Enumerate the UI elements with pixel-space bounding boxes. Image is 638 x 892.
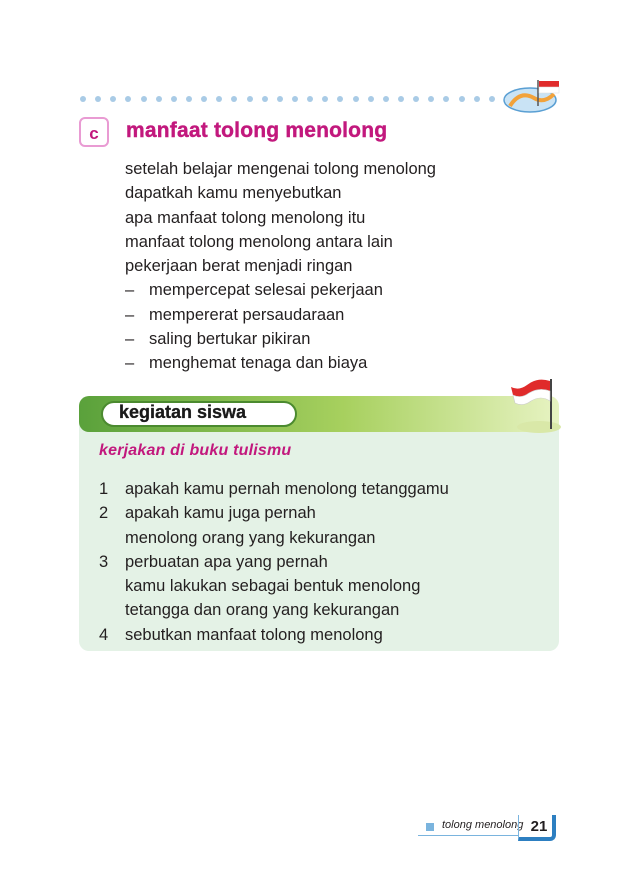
footer-rule bbox=[418, 835, 518, 836]
divider-dot bbox=[80, 96, 86, 102]
dotted-divider bbox=[80, 96, 510, 104]
divider-dot bbox=[262, 96, 268, 102]
bullet-dash: – bbox=[125, 354, 135, 373]
question-number: 1 bbox=[99, 480, 109, 498]
question-line bbox=[99, 501, 549, 525]
section-body bbox=[125, 157, 525, 376]
question-number: 2 bbox=[99, 504, 109, 523]
page-footer bbox=[418, 815, 558, 841]
divider-dot bbox=[216, 96, 222, 102]
list-item bbox=[125, 327, 525, 351]
question-text: menolong orang yang kekurangan bbox=[125, 528, 376, 547]
divider-dot bbox=[141, 96, 147, 102]
question-number bbox=[99, 574, 125, 598]
divider-dot bbox=[186, 96, 192, 102]
body-line: dapatkah kamu menyebutkan bbox=[125, 184, 342, 203]
divider-dot bbox=[95, 96, 101, 102]
divider-dot bbox=[110, 96, 116, 102]
question-line bbox=[99, 477, 549, 501]
divider-dot bbox=[413, 96, 419, 102]
divider-dot bbox=[428, 96, 434, 102]
question-text: apakah kamu juga pernah bbox=[125, 504, 316, 523]
bullet-dash: – bbox=[125, 305, 135, 324]
list-item bbox=[125, 278, 525, 302]
divider-dot bbox=[171, 96, 177, 102]
page-number: 21 bbox=[530, 818, 548, 835]
flag-with-ribbon-icon bbox=[500, 76, 562, 116]
bullet-dash: – bbox=[125, 281, 135, 300]
list-item bbox=[125, 351, 525, 375]
divider-dot bbox=[353, 96, 359, 102]
divider-dot bbox=[322, 96, 328, 102]
bullet-dash: – bbox=[125, 330, 135, 349]
divider-dot bbox=[156, 96, 162, 102]
activity-instruction: kerjakan di buku tulismu bbox=[99, 442, 292, 459]
divider-dot bbox=[443, 96, 449, 102]
divider-dot bbox=[383, 96, 389, 102]
question-number: 4 bbox=[99, 625, 109, 644]
divider-dot bbox=[201, 96, 207, 102]
activity-question-list bbox=[99, 477, 549, 647]
section-title: manfaat tolong menolong bbox=[126, 119, 388, 142]
question-text: tetangga dan orang yang kekurangan bbox=[125, 601, 400, 620]
list-item bbox=[125, 303, 525, 327]
question-number: 3 bbox=[99, 552, 109, 571]
body-line: setelah belajar mengenai tolong menolong bbox=[125, 160, 436, 178]
bullet-text: menghemat tenaga dan biaya bbox=[149, 354, 368, 373]
question-number bbox=[99, 526, 125, 550]
divider-dot bbox=[459, 96, 465, 102]
divider-dot bbox=[474, 96, 480, 102]
divider-dot bbox=[337, 96, 343, 102]
footer-square-icon bbox=[426, 823, 434, 831]
question-line bbox=[99, 550, 549, 574]
question-line bbox=[99, 574, 549, 598]
question-text: kamu lakukan sebagai bentuk menolong bbox=[125, 577, 421, 596]
activity-box bbox=[79, 393, 559, 651]
question-text: apakah kamu pernah menolong tetanggamu bbox=[125, 480, 449, 498]
body-line: apa manfaat tolong menolong itu bbox=[125, 208, 366, 227]
question-text: sebutkan manfaat tolong menolong bbox=[125, 625, 383, 644]
divider-dot bbox=[247, 96, 253, 102]
bullet-text: mempererat persaudaraan bbox=[149, 305, 345, 324]
divider-dot bbox=[368, 96, 374, 102]
footer-chapter-title: tolong menolong bbox=[442, 819, 524, 831]
divider-dot bbox=[292, 96, 298, 102]
divider-dot bbox=[277, 96, 283, 102]
divider-dot bbox=[489, 96, 495, 102]
question-line bbox=[99, 526, 549, 550]
divider-dot bbox=[231, 96, 237, 102]
divider-dot bbox=[307, 96, 313, 102]
divider-dot bbox=[398, 96, 404, 102]
divider-dot bbox=[125, 96, 131, 102]
section-letter-badge: c bbox=[79, 117, 109, 147]
bullet-text: saling bertukar pikiran bbox=[149, 330, 311, 349]
bullet-text: mempercepat selesai pekerjaan bbox=[149, 281, 383, 300]
activity-title: kegiatan siswa bbox=[119, 402, 247, 422]
question-text: perbuatan apa yang pernah bbox=[125, 552, 328, 571]
question-line bbox=[99, 598, 549, 622]
question-number bbox=[99, 598, 125, 622]
body-line: pekerjaan berat menjadi ringan bbox=[125, 257, 353, 276]
flag-icon bbox=[509, 375, 561, 437]
body-line: manfaat tolong menolong antara lain bbox=[125, 232, 393, 251]
question-line bbox=[99, 623, 549, 647]
